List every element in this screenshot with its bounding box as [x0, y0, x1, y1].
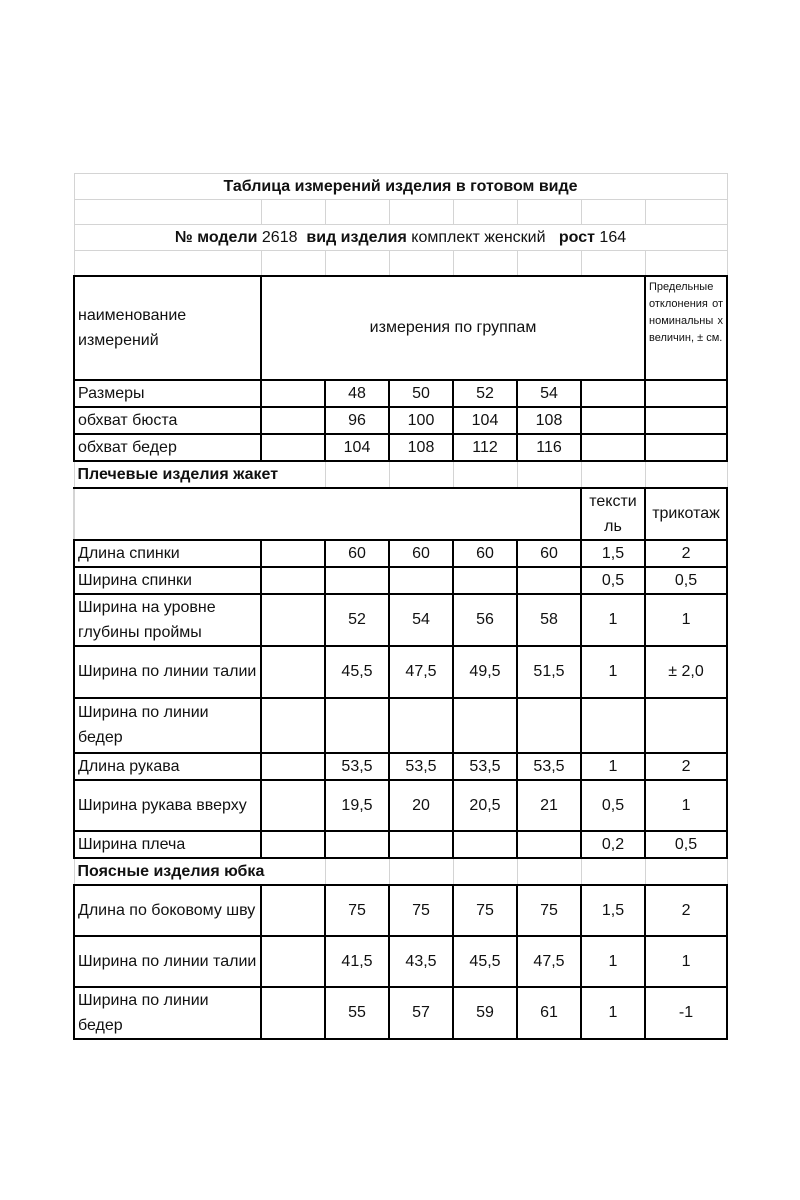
- table-row: Ширина по линии талии 45,5 47,5 49,5 51,5 1 ± 2,0: [74, 646, 727, 698]
- col-textile: тексти ль: [581, 488, 645, 540]
- table-row: Размеры 48 50 52 54: [74, 380, 727, 407]
- table-row: Длина рукава 53,5 53,5 53,5 53,5 1 2: [74, 753, 727, 780]
- table-row: Ширина плеча 0,2 0,5: [74, 831, 727, 858]
- table-row: Ширина по линии талии 41,5 43,5 45,5 47,5 1 1: [74, 936, 727, 987]
- type-value: комплект женский: [411, 229, 546, 246]
- header-name-col: наименование измерений: [74, 276, 261, 380]
- col-knit: трикотаж: [645, 488, 727, 540]
- table-row: Длина спинки 60 60 60 60 1,5 2: [74, 540, 727, 567]
- measurement-sheet: [73, 173, 726, 1040]
- measurement-table: [73, 173, 728, 1040]
- table-row: Длина по боковому шву 75 75 75 75 1,5 2: [74, 885, 727, 936]
- model-info: [74, 225, 727, 251]
- table-row: Ширина спинки 0,5 0,5: [74, 567, 727, 594]
- section-title-jacket: Плечевые изделия жакет: [74, 461, 325, 488]
- table-row: Ширина на уровне глубины проймы 52 54 56 58 1 1: [74, 594, 727, 646]
- table-row: обхват бедер 104 108 112 116: [74, 434, 727, 461]
- height-value: 164: [599, 229, 627, 246]
- table-row: Ширина по линии бедер: [74, 698, 727, 753]
- model-label: № модели: [174, 229, 258, 246]
- table-row: Ширина по линии бедер 55 57 59 61 1 -1: [74, 987, 727, 1039]
- table-row: обхват бюста 96 100 104 108: [74, 407, 727, 434]
- model-value: 2618: [261, 229, 298, 246]
- table-title: Таблица измерений изделия в готовом виде: [74, 174, 727, 200]
- table-row: Ширина рукава вверху 19,5 20 20,5 21 0,5 1: [74, 780, 727, 831]
- height-label: рост: [558, 229, 595, 246]
- header-tolerance-col: Предельные отклонения от номинальны х величин, ± см.: [645, 276, 727, 380]
- section-title-skirt: Поясные изделия юбка: [74, 858, 325, 885]
- header-groups-col: измерения по группам: [261, 276, 645, 380]
- type-label: вид изделия: [306, 229, 407, 246]
